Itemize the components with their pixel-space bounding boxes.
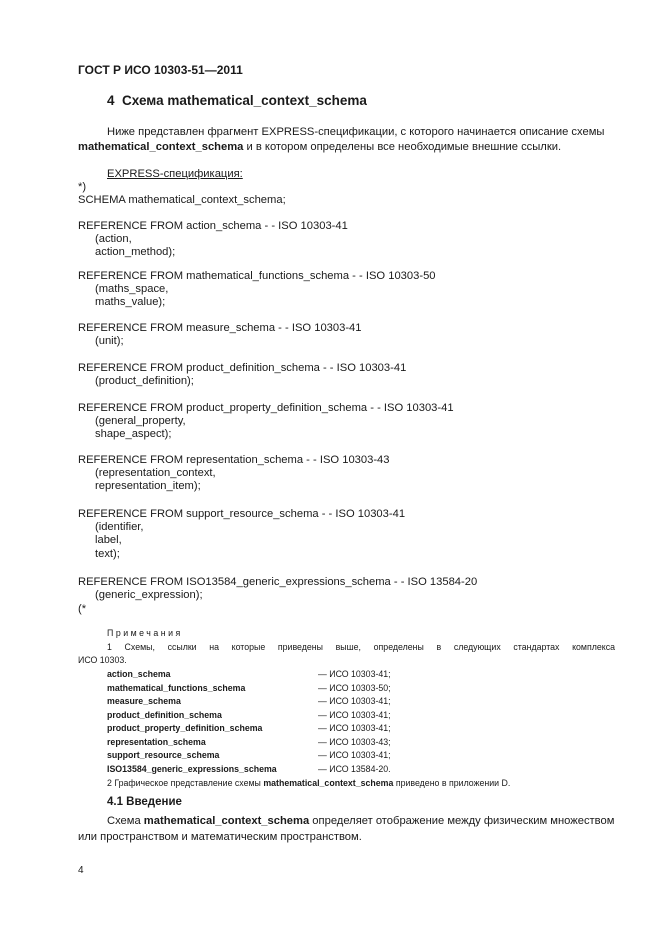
reference-item: (product_definition);: [95, 375, 194, 388]
table-schema: ISO13584_generic_expressions_schema: [107, 763, 277, 774]
reference-item: (identifier,: [95, 521, 144, 534]
reference-block: [78, 402, 454, 442]
section-title: Схема mathematical_context_schema: [122, 93, 367, 108]
reference-line: REFERENCE FROM support_resource_schema - - ISO 10303-41: [78, 508, 406, 520]
reference-item: shape_aspect);: [95, 428, 172, 441]
table-ref: — ИСО 10303-43;: [318, 736, 391, 747]
reference-block: [78, 270, 436, 310]
reference-item: (unit);: [95, 335, 124, 348]
note-1-line-1: 1 Схемы, ссылки на которые приведены выше, определены в следующих стандартах комплекса: [107, 642, 615, 652]
reference-line: REFERENCE FROM mathematical_functions_schema - - ISO 10303-50: [78, 270, 436, 282]
note-1-line-2: ИСО 10303.: [78, 655, 127, 665]
reference-item: (action,: [95, 233, 132, 246]
reference-block: [78, 362, 406, 388]
table-schema: action_schema: [107, 669, 171, 679]
table-schema: mathematical_functions_schema: [107, 682, 246, 693]
intro2-pre: Схема: [107, 815, 144, 827]
express-heading: EXPRESS-спецификация:: [107, 168, 243, 180]
reference-item: (representation_context,: [95, 467, 216, 480]
reference-item: text);: [95, 547, 120, 560]
reference-block: [78, 322, 362, 348]
page-number: 4: [78, 865, 84, 876]
table-ref: — ИСО 10303-41;: [318, 669, 391, 679]
table-ref: — ИСО 10303-41;: [318, 696, 391, 706]
reference-line: REFERENCE FROM product_property_definition_schema - - ISO 10303-41: [78, 402, 454, 414]
reference-line: REFERENCE FROM representation_schema - - ISO 10303-43: [78, 454, 390, 466]
intro2-line-1: [107, 813, 614, 829]
intro-line-1: Ниже представлен фрагмент EXPRESS-спецификации, с которого начинается описание схемы: [107, 126, 605, 138]
schema-line: SCHEMA mathematical_context_schema;: [78, 194, 286, 206]
note-2-pre: 2 Графическое представление схемы: [107, 778, 264, 788]
document-header: ГОСТ Р ИСО 10303-51—2011: [78, 63, 243, 77]
section-heading: [107, 93, 367, 108]
notes-heading: Примечания: [107, 628, 183, 638]
open-comment: *): [78, 181, 87, 193]
note-2: [107, 777, 510, 790]
reference-item: representation_item);: [95, 480, 201, 493]
table-schema: product_definition_schema: [107, 709, 222, 720]
reference-block: [78, 220, 348, 260]
table-schema: representation_schema: [107, 736, 206, 747]
table-ref: — ИСО 13584-20.: [318, 763, 391, 774]
table-ref: — ИСО 10303-41;: [318, 750, 391, 760]
table-ref: — ИСО 10303-41;: [318, 723, 391, 733]
table-schema: support_resource_schema: [107, 750, 220, 760]
intro2-post: определяет отображение между физическим множеством: [309, 815, 615, 827]
reference-item: (general_property,: [95, 415, 186, 428]
schema-standards-table: [0, 668, 661, 778]
reference-block: [78, 508, 405, 561]
table-ref: — ИСО 10303-41;: [318, 709, 391, 720]
reference-line: REFERENCE FROM product_definition_schema - - ISO 10303-41: [78, 362, 407, 374]
intro-line-2-rest: и в котором определены все необходимые внешние ссылки.: [243, 141, 562, 153]
subsection-heading: 4.1 Введение: [107, 796, 182, 808]
reference-item: maths_value);: [95, 296, 166, 309]
reference-item: label,: [95, 534, 122, 547]
reference-line: REFERENCE FROM action_schema - - ISO 10303-41: [78, 220, 348, 232]
intro2-schema-bold: mathematical_context_schema: [143, 815, 310, 827]
reference-item: action_method);: [95, 246, 176, 259]
reference-item: (maths_space,: [95, 283, 169, 296]
section-number: 4: [107, 93, 115, 108]
close-comment: (*: [78, 603, 87, 615]
table-schema: measure_schema: [107, 696, 181, 706]
intro-line-2: [78, 139, 561, 155]
intro2-line-2: или пространством и математическим пространством.: [78, 831, 362, 843]
table-ref: — ИСО 10303-50;: [318, 682, 391, 693]
table-schema: product_property_definition_schema: [107, 723, 263, 733]
reference-block: [78, 454, 390, 494]
schema-name-bold: mathematical_context_schema: [78, 141, 244, 153]
reference-block: [78, 576, 477, 602]
reference-line: REFERENCE FROM measure_schema - - ISO 10303-41: [78, 322, 362, 334]
reference-item: (generic_expression);: [95, 589, 203, 602]
note-2-schema-bold: mathematical_context_schema: [263, 778, 394, 788]
note-2-post: приведено в приложении D.: [393, 778, 511, 788]
reference-line: REFERENCE FROM ISO13584_generic_expressions_schema - - ISO 13584-20: [78, 576, 478, 588]
